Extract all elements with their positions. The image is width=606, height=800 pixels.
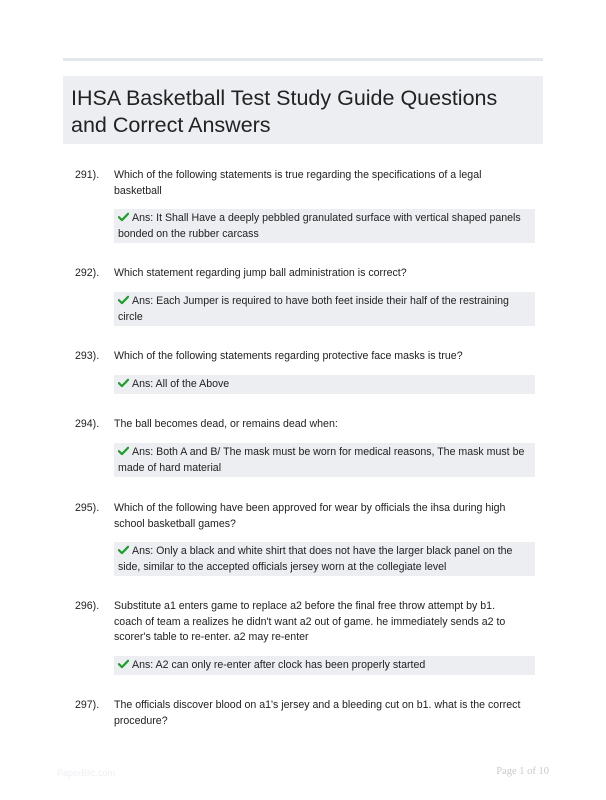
question-text: Which of the following statements regarding protective face masks is true? <box>114 350 463 362</box>
question-number: 295). <box>75 502 100 514</box>
answer-text: Ans: All of the Above <box>132 378 230 390</box>
answer-box <box>114 375 535 394</box>
question-number: 292). <box>75 267 100 279</box>
answer-box <box>114 656 535 675</box>
answer-text: Ans: A2 can only re-enter after clock has been properly started <box>132 659 426 671</box>
check-icon <box>118 295 129 305</box>
check-icon <box>118 378 129 388</box>
question-number: 297). <box>75 699 100 711</box>
question-number: 293). <box>75 350 100 362</box>
question-text: Which statement regarding jump ball administration is correct? <box>114 267 407 279</box>
question-number: 291). <box>75 169 100 181</box>
question-number: 296). <box>75 600 100 612</box>
answer-text: Ans: Both A and B/ The mask must be worn for medical reasons, The mask must be made of hard material <box>118 446 525 474</box>
answer-text: Ans: Each Jumper is required to have both feet inside their half of the restraining circle <box>118 295 509 323</box>
question-text: The ball becomes dead, or remains dead when: <box>114 418 338 430</box>
answer-box <box>114 209 535 243</box>
page-indicator: Page 1 of 10 <box>496 766 549 777</box>
question-text: Substitute a1 enters game to replace a2 before the final free throw attempt by b1. coach of team a realizes he didn't want a2 out of game. he immediately sends a2 to scorer's table to re-enter. a2 may re-enter <box>114 600 506 643</box>
answer-text: Ans: Only a black and white shirt that does not have the larger black panel on the side, similar to the accepted officials jersey worn at the collegiate level <box>118 545 513 573</box>
question-text: Which of the following have been approved for wear by officials the ihsa during high school basketball games? <box>114 502 506 530</box>
answer-box <box>114 443 535 477</box>
answer-box <box>114 542 535 576</box>
question-text: Which of the following statements is true regarding the specifications of a legal basketball <box>114 169 482 197</box>
question-text: The officials discover blood on a1's jersey and a bleeding cut on b1. what is the correct procedure? <box>114 699 521 727</box>
check-icon <box>118 212 129 222</box>
check-icon <box>118 659 129 669</box>
answer-box <box>114 292 535 326</box>
check-icon <box>118 545 129 555</box>
answer-text: Ans: It Shall Have a deeply pebbled granulated surface with vertical shaped panels bonded on the rubber carcass <box>118 212 521 240</box>
question-number: 294). <box>75 418 100 430</box>
watermark-text: PaperBlic.com <box>57 768 116 778</box>
page-title: IHSA Basketball Test Study Guide Questions and Correct Answers <box>71 86 498 137</box>
top-divider <box>63 58 543 61</box>
title-banner <box>63 76 543 144</box>
check-icon <box>118 446 129 456</box>
